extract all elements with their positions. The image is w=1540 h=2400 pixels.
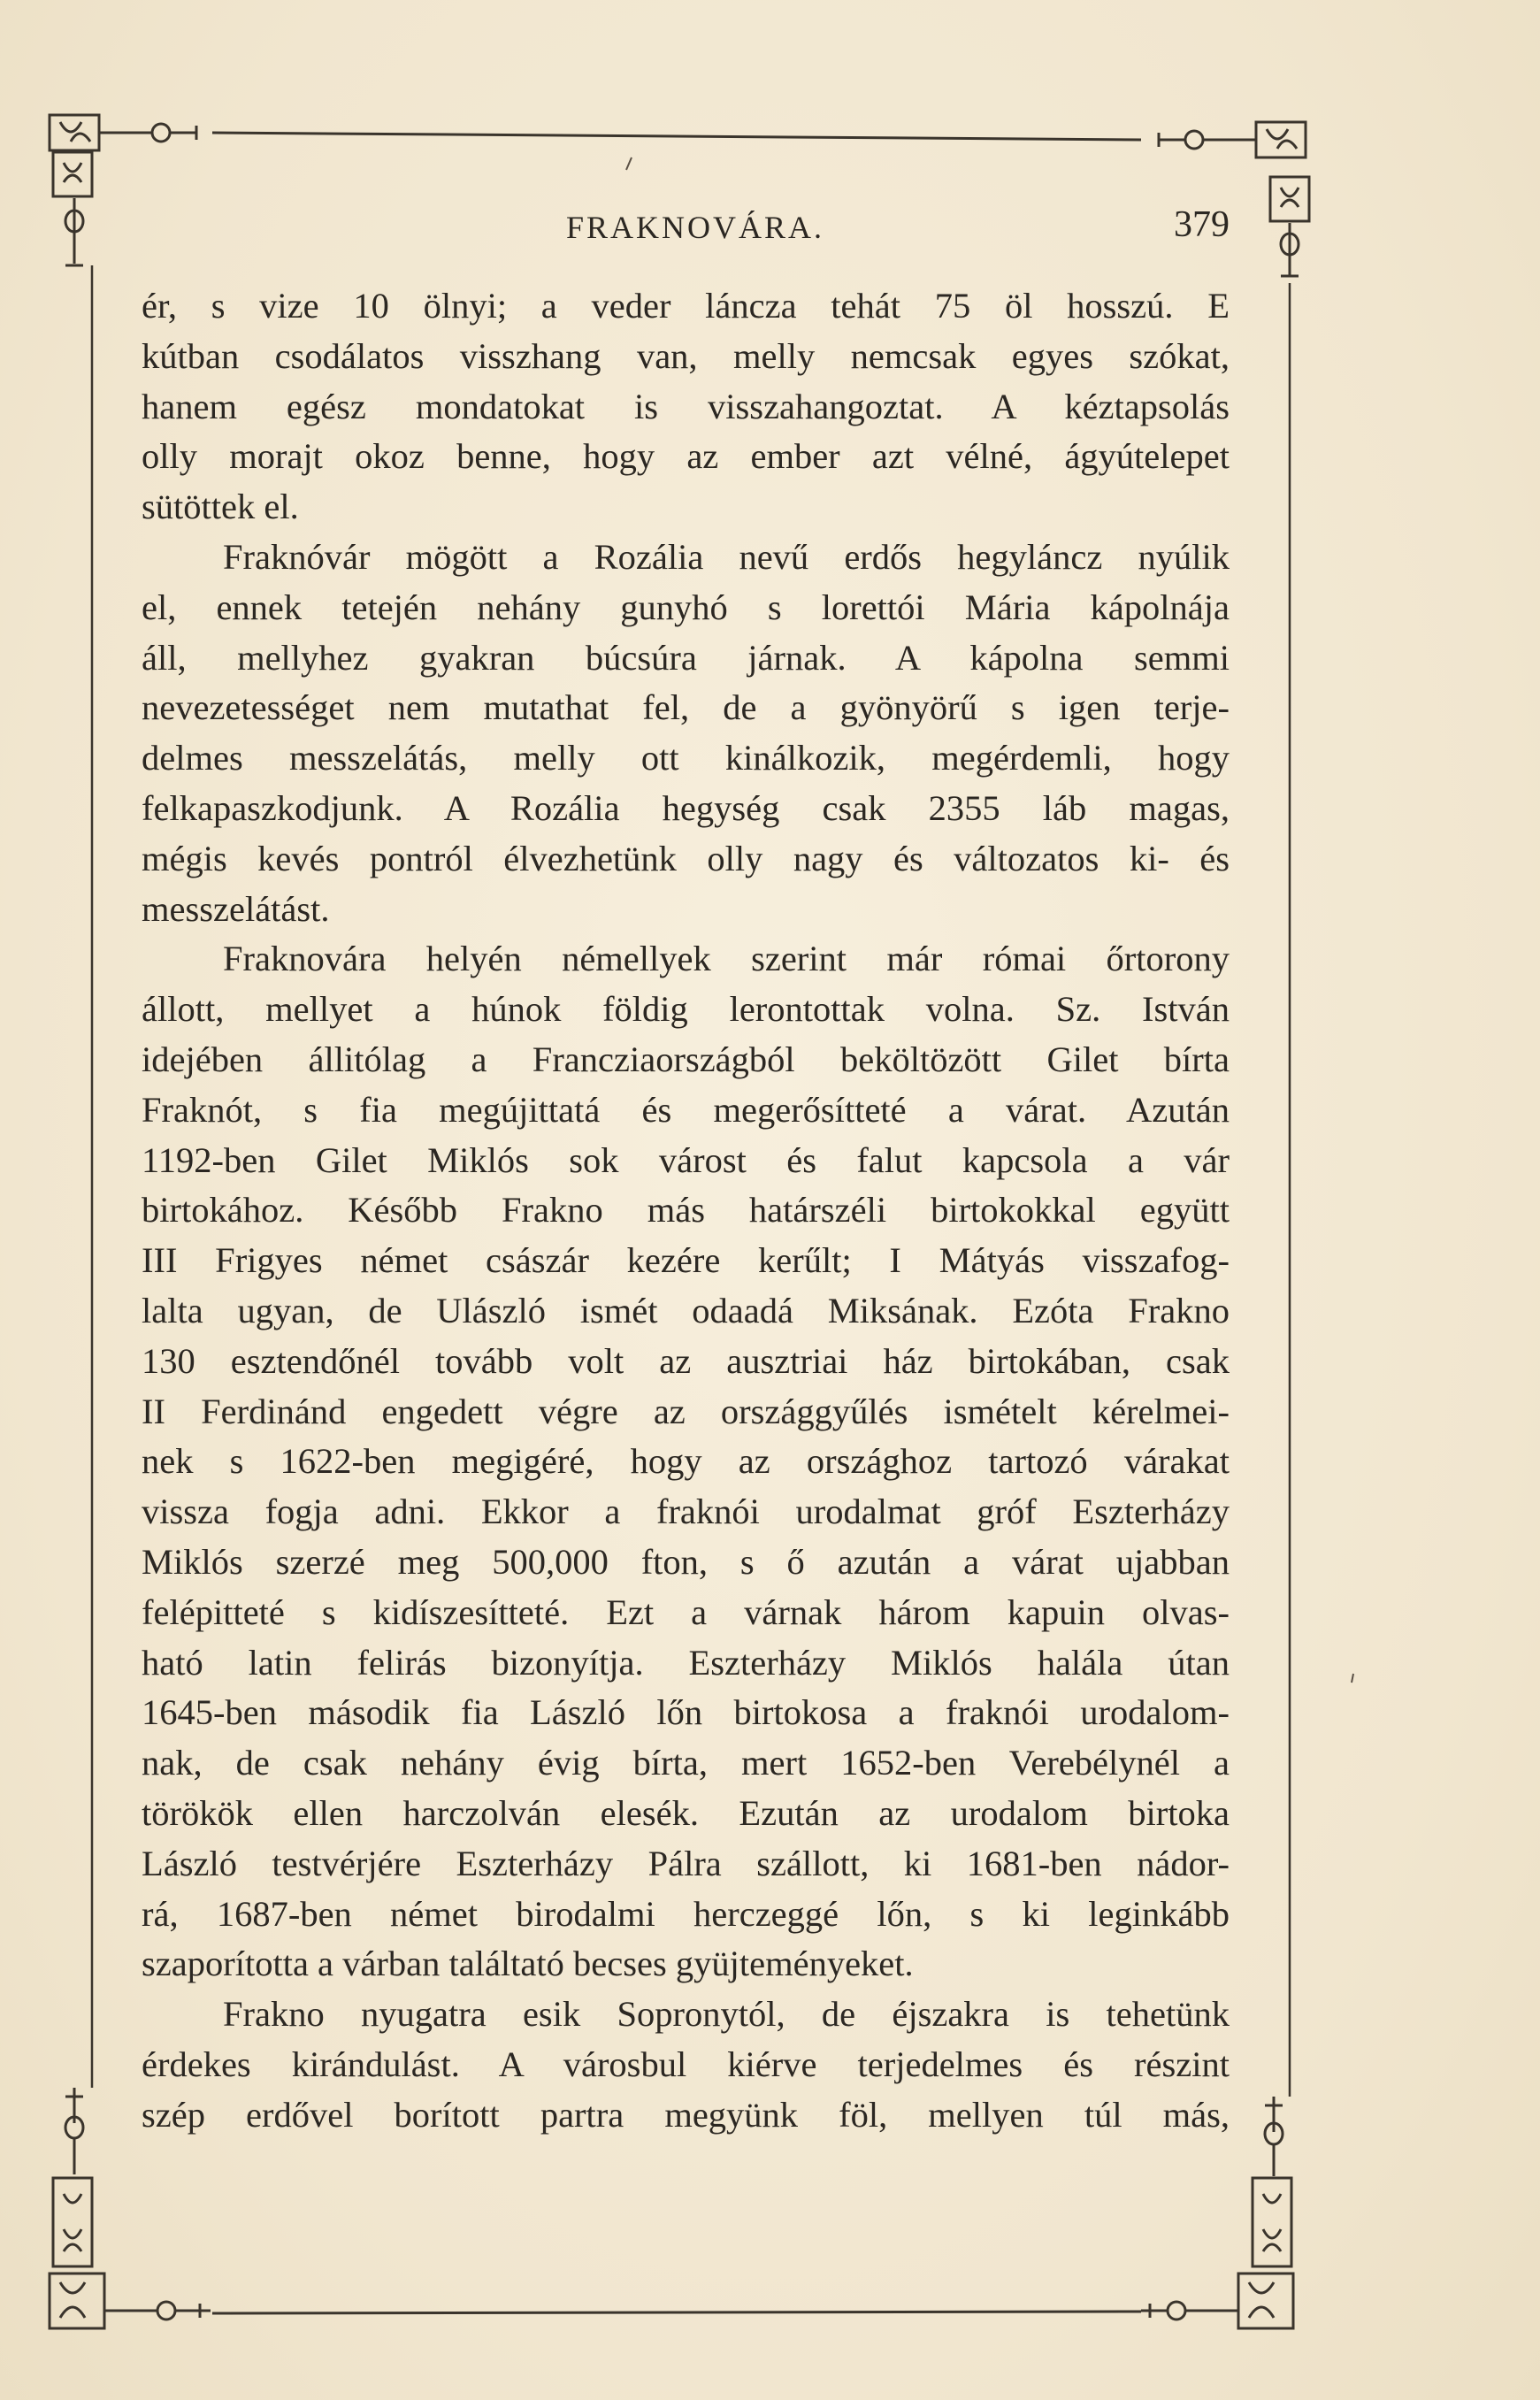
running-title: FRAKNOVÁRA. bbox=[566, 210, 825, 245]
text-line: Miklós szerzé meg 500,000 fton, s ő azután a várat ujabban bbox=[142, 1541, 1230, 1582]
text-line: rá, 1687-ben német birodalmi herczeggé lőn, s ki leginkább bbox=[142, 1893, 1230, 1934]
text-line: Frakno nyugatra esik Sopronytól, de éjszakra is tehetünk bbox=[223, 1994, 1230, 2035]
text-line: Fraknovára helyén némellyek szerint már római őrtorony bbox=[223, 939, 1230, 979]
text-line: érdekes kirándulást. A városbul kiérve terjedelmes és részint bbox=[142, 2043, 1230, 2084]
text-line: ható latin felirás bizonyítja. Eszterházy Miklós halála útan bbox=[142, 1642, 1230, 1683]
text-line: László testvérjére Eszterházy Pálra szállott, ki 1681-ben nádor- bbox=[142, 1843, 1230, 1883]
text-line: idejében állitólag a Francziaországból beköltözött Gilet bírta bbox=[142, 1039, 1230, 1079]
text-line: nak, de csak nehány évig bírta, mert 1652-ben Verebélynél a bbox=[142, 1743, 1230, 1783]
text-line: II Ferdinánd engedett végre az országgyűlés ismételt kérelmei- bbox=[142, 1391, 1230, 1431]
text-line: 130 esztendőnél tovább volt az ausztriai ház birtokában, csak bbox=[142, 1340, 1230, 1381]
text-line: állott, mellyet a húnok földig lerontottak volna. Sz. István bbox=[142, 989, 1230, 1030]
text-line: nevezetességet nem mutathat fel, de a gyönyörű s igen terje- bbox=[142, 687, 1230, 728]
text-line: sütöttek el. bbox=[142, 487, 299, 527]
text-line: lalta ugyan, de Ulászló ismét odaadá Miksának. Ezóta Frakno bbox=[142, 1290, 1230, 1330]
text-line: vissza fogja adni. Ekkor a fraknói urodalmat gróf Eszterházy bbox=[142, 1491, 1230, 1532]
text-line: kútban csodálatos visszhang van, melly nemcsak egyes szókat, bbox=[142, 335, 1230, 376]
text-line: felépitteté s kidíszesítteté. Ezt a várnak három kapuin olvas- bbox=[142, 1591, 1230, 1632]
body-text bbox=[142, 281, 1230, 2140]
page-number: 379 bbox=[1174, 204, 1230, 245]
text-line: törökök ellen harczolván elesék. Ezután az urodalom birtoka bbox=[142, 1792, 1230, 1833]
text-line: ér, s vize 10 ölnyi; a veder láncza tehát 75 öl hosszú. E bbox=[142, 286, 1230, 326]
stray-mark bbox=[1352, 1674, 1353, 1683]
running-head bbox=[142, 202, 1230, 255]
text-line: III Frigyes német császár kezére kerűlt; I Mátyás visszafog- bbox=[142, 1240, 1230, 1281]
text-line: Fraknót, s fia megújittatá és megerősítteté a várat. Azután bbox=[142, 1089, 1230, 1130]
text-line: el, ennek tetején nehány gunyhó s lorettói Mária kápolnája bbox=[142, 587, 1230, 627]
text-line: nek s 1622-ben megigéré, hogy az országhoz tartozó várakat bbox=[142, 1441, 1230, 1482]
text-line: messzelátást. bbox=[142, 888, 330, 929]
text-line: Fraknóvár mögött a Rozália nevű erdős hegyláncz nyúlik bbox=[223, 536, 1230, 577]
text-line: delmes messzelátás, melly ott kinálkozik, megérdemli, hogy bbox=[142, 738, 1230, 778]
stray-mark bbox=[626, 157, 632, 170]
text-line: mégis kevés pontról élvezhetünk olly nagy és változatos ki- és bbox=[142, 838, 1230, 878]
text-line: áll, mellyhez gyakran búcsúra járnak. A kápolna semmi bbox=[142, 637, 1230, 678]
text-line: olly morajt okoz benne, hogy az ember azt vélné, ágyútelepet bbox=[142, 436, 1230, 477]
text-line: 1192-ben Gilet Miklós sok várost és falut kapcsola a vár bbox=[142, 1139, 1230, 1180]
text-line: felkapaszkodjunk. A Rozália hegység csak 2355 láb magas, bbox=[142, 787, 1230, 828]
text-line: szaporította a várban találtató becses gyüjteményeket. bbox=[142, 1944, 914, 1984]
text-line: szép erdővel borított partra megyünk föl, mellyen túl más, bbox=[142, 2094, 1230, 2135]
text-line: 1645-ben második fia László lőn birtokosa a fraknói urodalom- bbox=[142, 1692, 1230, 1733]
text-line: birtokához. Később Frakno más határszéli birtokokkal együtt bbox=[142, 1190, 1230, 1231]
text-line: hanem egész mondatokat is visszahangoztat. A kéztapsolás bbox=[142, 386, 1230, 426]
